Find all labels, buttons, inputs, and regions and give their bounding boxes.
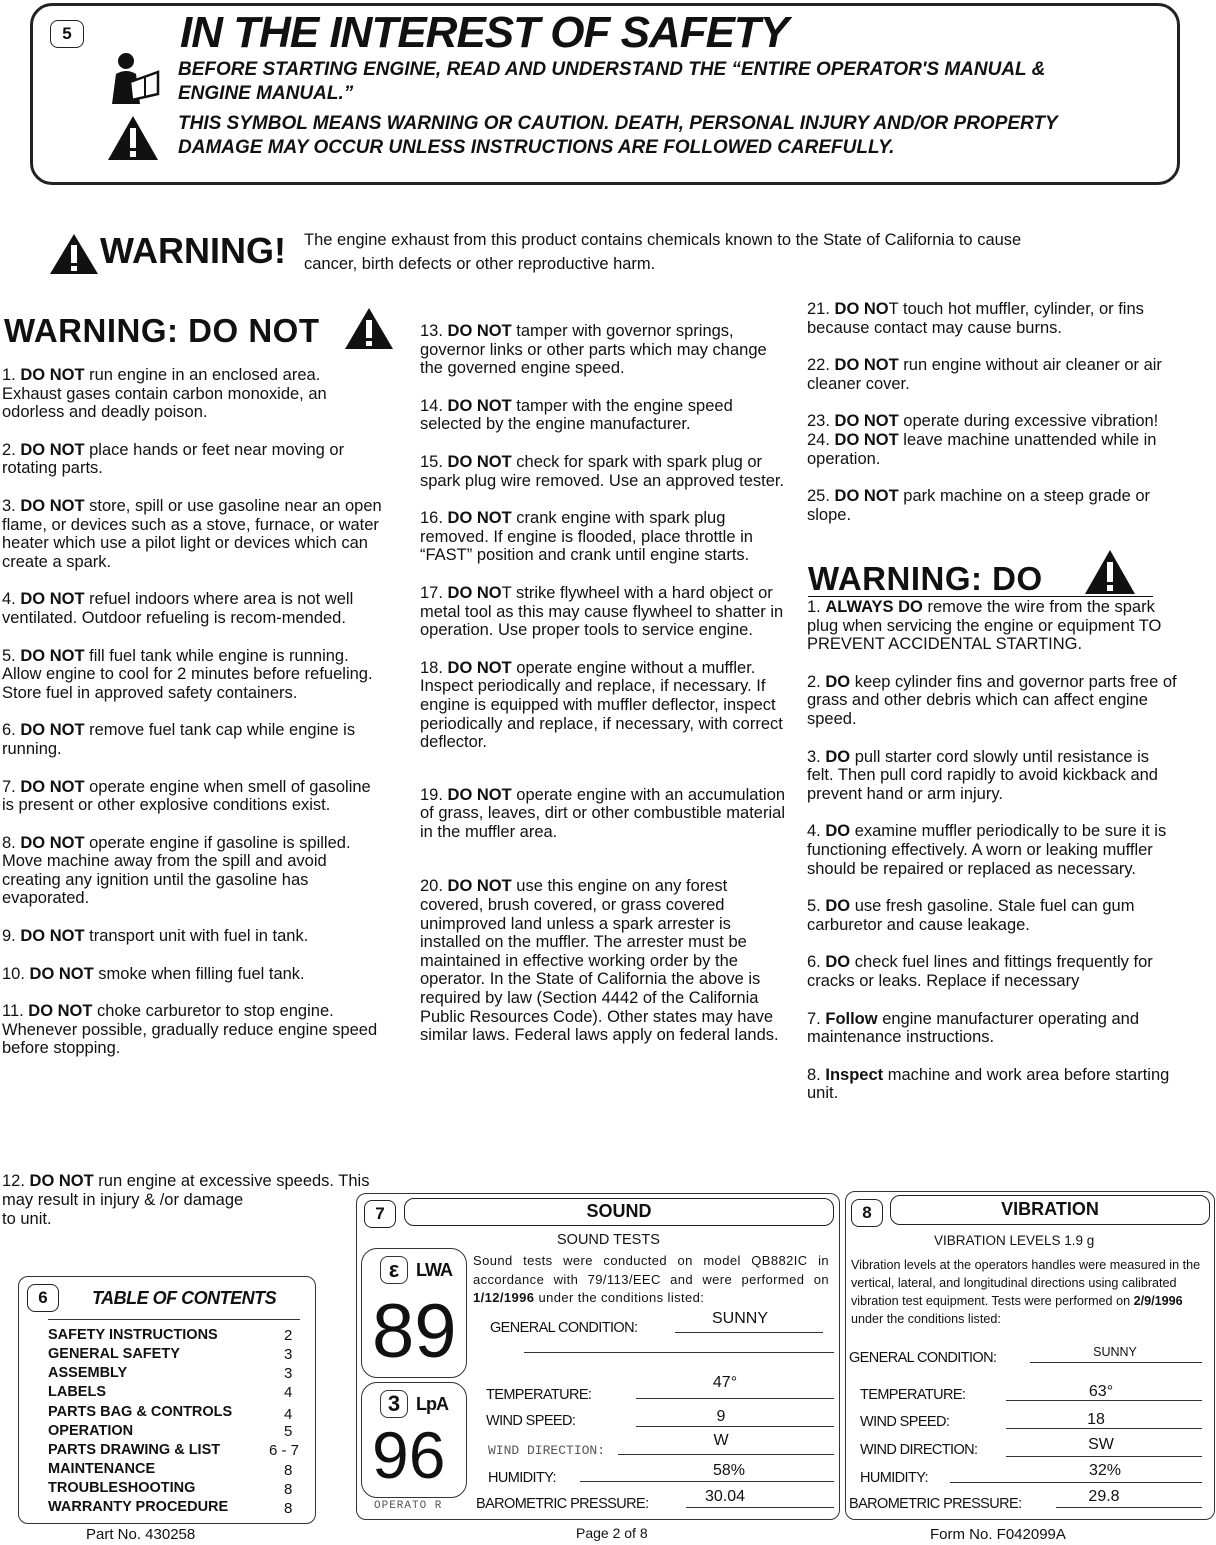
do-not-item-12: 12. DO NOT run engine at excessive speeds. This may result in injury & /or damage xyxy=(2,1172,370,1209)
page-number: Page 2 of 8 xyxy=(576,1525,648,1541)
sound-description: Sound tests were conducted on model QB882IC in accordance with 79/113/EEC and were performed on 1/12/1996 under the conditions listed: xyxy=(473,1253,829,1305)
toc-page: 4 xyxy=(284,1406,293,1423)
toc-title: TABLE OF CONTENTS xyxy=(92,1288,277,1308)
do-item-6: 6. DO check fuel lines and fittings frequently for cracks or leaks. Replace if necessary xyxy=(807,953,1153,990)
toc-page: 3 xyxy=(284,1365,293,1382)
toc-page: 6 - 7 xyxy=(269,1442,300,1459)
toc-row[interactable]: SAFETY INSTRUCTIONS xyxy=(48,1327,218,1343)
do-not-item-14: 14. DO NOT tamper with the engine speed selected by the engine manufacturer. xyxy=(420,396,733,434)
vibration-general-label: GENERAL CONDITION: xyxy=(849,1350,997,1366)
vibration-wind-dir-label: WIND DIRECTION: xyxy=(860,1442,978,1458)
do-not-item-2: 2. DO NOT place hands or feet near moving or rotating parts. xyxy=(2,440,345,478)
toc-row[interactable]: ASSEMBLY xyxy=(48,1365,128,1381)
vibration-general-value: SUNNY xyxy=(1093,1345,1137,1359)
sound-temp-line xyxy=(636,1398,834,1399)
do-item-4: 4. DO examine muffler periodically to be sure it is functioning effectively. A worn or leaking muffler should be repaired or replaced as necessary. xyxy=(807,822,1167,878)
toc-page: 8 xyxy=(284,1500,293,1517)
lpa-mark: 3 xyxy=(380,1390,408,1418)
part-number: Part No. 430258 xyxy=(86,1526,196,1543)
vibration-pressure-label: BAROMETRIC PRESSURE: xyxy=(849,1496,1022,1512)
toc-row[interactable]: PARTS BAG & CONTROLS xyxy=(48,1404,233,1420)
do-not-item-3: 3. DO NOT store, spill or use gasoline near an open flame, or devices such as a stove, furnace, or water heater which use a pilot light or devices which can create a spark. xyxy=(2,496,382,571)
do-not-item-17: 17. DO NOT strike flywheel with a hard object or metal tool as this may cause flywheel to shatter in operation. Use proper tools to service engine. xyxy=(420,583,784,640)
lwa-value: 89 xyxy=(372,1289,457,1374)
safety-line-1b: ENGINE MANUAL.” xyxy=(178,83,354,104)
sound-wind-dir-value: W xyxy=(713,1432,729,1449)
form-number: Form No. F042099A xyxy=(930,1526,1066,1543)
do-heading: WARNING: DO xyxy=(808,560,1043,597)
sound-temp-value: 47° xyxy=(712,1374,738,1391)
vibration-pressure-value: 29.8 xyxy=(1088,1488,1120,1505)
sound-wind-dir-label: WIND DIRECTION: xyxy=(488,1443,606,1458)
toc-row[interactable]: MAINTENANCE xyxy=(48,1461,156,1477)
sound-pressure-line xyxy=(686,1507,834,1508)
do-not-column-2 xyxy=(420,322,792,1064)
toc-title-rule xyxy=(48,1319,300,1320)
do-not-item-22: 22. DO NOT run engine without air cleaner or air cleaner cover. xyxy=(807,356,1162,393)
vibration-pressure-line xyxy=(1056,1507,1202,1508)
vibration-temp-label: TEMPERATURE: xyxy=(860,1387,966,1403)
do-item-5: 5. DO use fresh gasoline. Stale fuel can gum carburetor and cause leakage. xyxy=(807,897,1135,934)
do-item-2: 2. DO keep cylinder fins and governor parts free of grass and other debris which can affect engine speed. xyxy=(807,672,1177,728)
do-item-1: 1. ALWAYS DO remove the wire from the spark plug when servicing the engine or equipment TO PREVENT ACCIDENTAL STARTING. xyxy=(807,598,1162,654)
sound-subtitle: SOUND TESTS xyxy=(557,1232,660,1248)
vibration-wind-speed-line xyxy=(1006,1428,1202,1429)
sound-humidity-label: HUMIDITY: xyxy=(488,1470,556,1486)
do-item-7: 7. Follow engine manufacturer operating and maintenance instructions. xyxy=(807,1009,1140,1047)
safety-line-2b: DAMAGE MAY OCCUR UNLESS INSTRUCTIONS ARE FOLLOWED CAREFULLY. xyxy=(178,137,895,158)
step-7-badge: 7 xyxy=(364,1200,396,1228)
do-warning-icon xyxy=(1083,548,1137,596)
do-heading-underline xyxy=(808,596,1153,597)
vibration-wind-dir-value: SW xyxy=(1088,1436,1114,1453)
step-5-badge: 5 xyxy=(50,20,84,48)
sound-general-value: SUNNY xyxy=(711,1310,768,1327)
do-not-item-16: 16. DO NOT crank engine with spark plug removed. If engine is flooded, place throttle in “FAST” position and crank until engine starts. xyxy=(420,509,753,565)
do-not-item-20: 20. DO NOT use this engine on any forest covered, brush covered, or grass covered unimproved land unless a spark arrester is installed on the muffler. The arrester must be maintained in effective working order by the operator. In the State of California the above is required by law (Section 4442 of the California Public Resources Code). Other states may have similar laws. Federal laws apply on federal lands. xyxy=(420,877,779,1045)
step-8-badge: 8 xyxy=(851,1199,883,1227)
lwa-mark: ε xyxy=(380,1256,408,1284)
do-not-item-19: 19. DO NOT operate engine with an accumulation of grass, leaves, dirt or other combustible material in the muffler area. xyxy=(420,785,786,841)
prop65-line-2: cancer, birth defects or other reproductive harm. xyxy=(304,255,656,273)
toc-row[interactable]: WARRANTY PROCEDURE xyxy=(48,1499,229,1515)
prop65-label: WARNING! xyxy=(100,230,286,271)
sound-wind-speed-value: 9 xyxy=(716,1408,726,1425)
lpa-label: LpA xyxy=(416,1394,448,1414)
safety-title: IN THE INTEREST OF SAFETY xyxy=(180,8,789,57)
do-item-3: 3. DO pull starter cord slowly until resistance is felt. Then pull cord rapidly to avoid kickback and prevent hand or arm injury. xyxy=(807,747,1158,803)
toc-page: 5 xyxy=(284,1423,293,1440)
toc-row[interactable]: TROUBLESHOOTING xyxy=(48,1480,196,1496)
do-not-column-1 xyxy=(2,366,382,1077)
sound-pressure-value: 30.04 xyxy=(704,1488,746,1505)
vibration-wind-dir-line xyxy=(1006,1456,1202,1457)
toc-row[interactable]: LABELS xyxy=(48,1384,106,1400)
vibration-description: Vibration levels at the operators handles were measured in the vertical, lateral, and longitudinal directions using calibrated vibration test equipment. Tests were performed on 2/9/1996 under the conditions listed: xyxy=(851,1258,1201,1326)
do-not-item-5: 5. DO NOT fill fuel tank while engine is running. Allow engine to cool for 2 minutes before refueling. Store fuel in approved safety containers. xyxy=(2,646,373,702)
vibration-wind-speed-value: 18 xyxy=(1087,1411,1105,1428)
sound-humidity-line xyxy=(580,1481,834,1482)
do-item-8: 8. Inspect machine and work area before starting unit. xyxy=(807,1065,1170,1103)
sound-humidity-value: 58% xyxy=(712,1462,746,1479)
lpa-value: 96 xyxy=(372,1418,446,1492)
sound-blank-line xyxy=(524,1352,834,1353)
vibration-temp-value: 63° xyxy=(1088,1383,1114,1400)
do-not-item-4: 4. DO NOT refuel indoors where area is not well ventilated. Outdoor refueling is recom-mended. xyxy=(2,590,354,627)
do-column xyxy=(807,598,1179,1122)
toc-page: 2 xyxy=(284,1327,293,1344)
do-not-column-3 xyxy=(807,300,1179,543)
vibration-title: VIBRATION xyxy=(890,1195,1210,1225)
vibration-humidity-label: HUMIDITY: xyxy=(860,1470,928,1486)
do-not-item-13: 13. DO NOT tamper with governor springs, governor links or other parts which may change the governed engine speed. xyxy=(420,322,767,378)
toc-page: 3 xyxy=(284,1346,293,1363)
do-not-item-18: 18. DO NOT operate engine without a muffler. Inspect periodically and replace, if necessary. If engine is equipped with muffler deflector, inspect periodically and replace, if necessary, with correct deflector. xyxy=(420,658,783,752)
lwa-label: LWA xyxy=(416,1260,452,1280)
vibration-subtitle: VIBRATION LEVELS 1.9 g xyxy=(934,1233,1095,1248)
safety-line-2a: THIS SYMBOL MEANS WARNING OR CAUTION. DEATH, PERSONAL INJURY AND/OR PROPERTY xyxy=(178,113,1058,134)
do-not-item-8: 8. DO NOT operate engine if gasoline is spilled. Move machine away from the spill and avoid creating any ignition until the gasoline has evaporated. xyxy=(2,833,351,908)
sound-wind-speed-line xyxy=(636,1426,834,1427)
prop65-line-1: The engine exhaust from this product contains chemicals known to the State of California to cause xyxy=(304,231,1022,249)
vibration-wind-speed-label: WIND SPEED: xyxy=(860,1414,950,1430)
toc-page: 4 xyxy=(284,1384,293,1401)
do-not-heading: WARNING: DO NOT xyxy=(4,312,320,349)
read-manual-icon xyxy=(106,50,162,106)
vibration-temp-line xyxy=(1006,1400,1202,1401)
do-not-item-9: 9. DO NOT transport unit with fuel in tank. xyxy=(2,927,309,946)
sound-general-line xyxy=(675,1332,823,1333)
operator-label: OPERATO R xyxy=(374,1500,443,1512)
do-not-item-10: 10. DO NOT smoke when filling fuel tank. xyxy=(2,964,305,983)
sound-temp-label: TEMPERATURE: xyxy=(486,1387,592,1403)
toc-row[interactable]: GENERAL SAFETY xyxy=(48,1346,180,1362)
sound-pressure-label: BAROMETRIC PRESSURE: xyxy=(476,1496,649,1512)
do-not-item-11: 11. DO NOT choke carburetor to stop engine. Whenever possible, gradually reduce engine speed before stopping. xyxy=(2,1002,378,1058)
vibration-general-line xyxy=(1030,1362,1202,1363)
do-not-warning-icon xyxy=(343,306,395,352)
toc-row[interactable]: OPERATION xyxy=(48,1423,134,1439)
safety-line-1a: BEFORE STARTING ENGINE, READ AND UNDERSTAND THE “ENTIRE OPERATOR'S MANUAL & xyxy=(178,59,1046,80)
do-not-item-25: 25. DO NOT park machine on a steep grade or slope. xyxy=(807,487,1151,524)
do-not-item-7: 7. DO NOT operate engine when smell of gasoline is present or other explosive conditions exist. xyxy=(2,777,371,815)
do-not-item-12-end: to unit. xyxy=(2,1210,52,1228)
do-not-item-15: 15. DO NOT check for spark with spark plug or spark plug wire removed. Use an approved tester. xyxy=(420,452,785,490)
prop65-warning-icon xyxy=(48,232,100,276)
toc-page: 8 xyxy=(284,1481,293,1498)
sound-wind-dir-line xyxy=(618,1454,834,1455)
toc-row[interactable]: PARTS DRAWING & LIST xyxy=(48,1442,221,1458)
sound-general-label: GENERAL CONDITION: xyxy=(490,1320,638,1336)
warning-triangle-icon xyxy=(106,114,160,162)
do-not-item-24: 24. DO NOT leave machine unattended while in operation. xyxy=(807,430,1157,468)
step-6-badge: 6 xyxy=(27,1284,59,1312)
sound-title: SOUND xyxy=(404,1198,834,1226)
vibration-humidity-line xyxy=(950,1482,1202,1483)
toc-page: 8 xyxy=(284,1462,293,1479)
do-not-item-1: 1. DO NOT run engine in an enclosed area. Exhaust gases contain carbon monoxide, an odorless and deadly poison. xyxy=(2,366,327,422)
sound-wind-speed-label: WIND SPEED: xyxy=(486,1413,576,1429)
vibration-humidity-value: 32% xyxy=(1088,1462,1122,1479)
do-not-item-23: 23. DO NOT operate during excessive vibration! xyxy=(807,412,1159,431)
do-not-item-21: 21. DO NOT touch hot muffler, cylinder, or fins because contact may cause burns. xyxy=(807,300,1144,337)
do-not-item-6: 6. DO NOT remove fuel tank cap while engine is running. xyxy=(2,721,356,758)
